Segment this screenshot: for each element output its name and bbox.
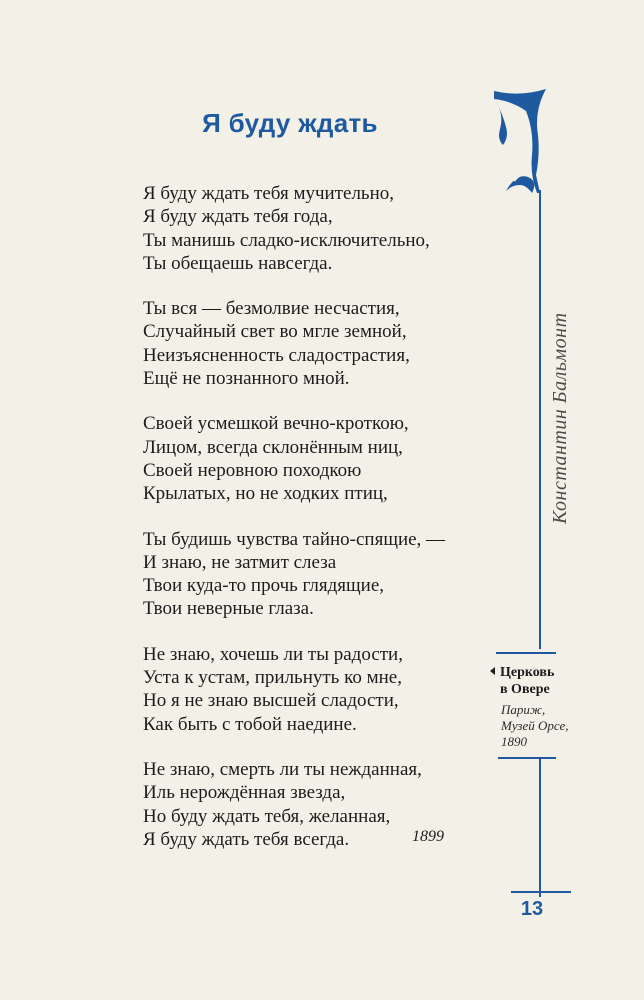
- poem-line: Своей усмешкой вечно-кроткою,: [143, 413, 409, 435]
- poem-line: Не знаю, смерть ли ты нежданная,: [143, 758, 422, 780]
- poem-line: Я буду ждать тебя всегда.: [143, 828, 350, 850]
- poem-line: Не знаю, хочешь ли ты радости,: [143, 643, 403, 665]
- poem-line: Крылатых, но не ходких птиц,: [143, 483, 388, 505]
- poem-line: Иль нерождённая звезда,: [143, 782, 346, 804]
- caption-sub-line: 1890: [501, 734, 527, 749]
- poem-title: Я буду ждать: [202, 108, 378, 138]
- poem-line: Ты обещаешь навсегда.: [143, 252, 333, 274]
- poem-line: Своей неровною походкою: [143, 459, 362, 481]
- poem-line: Лицом, всегда склонённым ниц,: [143, 436, 403, 458]
- decorative-horizontal-rule: [498, 757, 556, 759]
- poem-line: Ты манишь сладко-исключительно,: [143, 229, 430, 251]
- poem-line: Неизъясненность сладострастия,: [143, 344, 410, 366]
- poem-line: Уста к устам, прильнуть ко мне,: [143, 667, 402, 689]
- caret-left-icon: [490, 667, 495, 675]
- poem-year: 1899: [412, 828, 444, 845]
- stanza-3: [143, 412, 473, 505]
- caption-sub-line: Париж,: [501, 702, 546, 717]
- poem-line: Ты вся — безмолвие несчастия,: [143, 298, 400, 320]
- decorative-horizontal-rule: [496, 652, 556, 654]
- poem-line: Твои неверные глаза.: [143, 598, 314, 620]
- stanza-2: [143, 297, 473, 390]
- poem-line: Я буду ждать тебя мучительно,: [143, 183, 395, 204]
- decorative-vertical-rule: [539, 190, 541, 649]
- stanza-5: [143, 643, 473, 736]
- poem-line: Случайный свет во мгле земной,: [143, 321, 407, 343]
- image-caption: [490, 664, 580, 750]
- stanza-1: [143, 182, 473, 275]
- author-name: Константин Бальмонт: [549, 312, 571, 524]
- caption-sub-line: Музей Орсе,: [501, 718, 569, 733]
- caption-title-line: Церковь: [500, 665, 555, 680]
- art-nouveau-ornament-icon: [490, 85, 552, 195]
- decorative-horizontal-rule: [511, 891, 571, 893]
- poem-line: Ты будишь чувства тайно-спящие, —: [143, 528, 446, 550]
- decorative-vertical-rule: [539, 759, 541, 897]
- page-number: 13: [520, 898, 544, 920]
- poem-body: [143, 182, 473, 873]
- caption-title: [490, 664, 580, 698]
- caption-subtitle: [490, 702, 580, 750]
- poem-line: Я буду ждать тебя года,: [143, 206, 333, 228]
- poem-line: Как быть с тобой наедине.: [143, 713, 357, 735]
- caption-title-line: в Овере: [500, 682, 550, 697]
- poem-line: Но буду ждать тебя, желанная,: [143, 805, 391, 827]
- poem-line: Твои куда-то прочь глядящие,: [143, 575, 384, 597]
- poem-line: Ещё не познанного мной.: [143, 368, 350, 390]
- poem-line: И знаю, не затмит слеза: [143, 551, 337, 573]
- poem-line: Но я не знаю высшей сладости,: [143, 690, 399, 712]
- stanza-4: [143, 528, 473, 621]
